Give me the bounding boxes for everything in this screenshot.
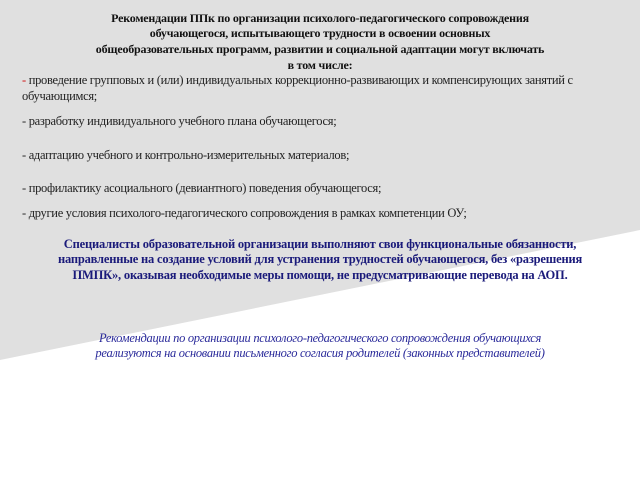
title-line: общеобразовательных программ, развитии и социальной адаптации могут включать	[95, 42, 545, 56]
list-item: - другие условия психолого-педагогического сопровождения в рамках компетенции ОУ;	[22, 206, 467, 220]
paragraph-line: направленные на создание условий для устранения трудностей обучающегося, без «разрешения	[57, 252, 583, 266]
list-item: - профилактику асоциального (девиантного) поведения обучающегося;	[22, 181, 382, 195]
list-item-text: проведение групповых и (или) индивидуальных коррекционно-развивающих и компенсирующих занятий с	[25, 73, 573, 87]
list-item-continuation: обучающимся;	[22, 89, 97, 103]
title-line: обучающегося, испытывающего трудности в освоении основных	[149, 26, 491, 40]
title-line: Рекомендации ППк по организации психолого-педагогического сопровождения	[111, 11, 529, 25]
title-line: в том числе:	[287, 58, 353, 72]
red-dash: -	[22, 73, 26, 87]
paragraph-line: Специалисты образовательной организации выполняют свои функциональные обязанности,	[63, 237, 577, 251]
note-line: реализуются на основании письменного согласия родителей (законных представителей)	[95, 346, 545, 360]
list-item	[22, 73, 632, 88]
note-line: Рекомендации по организации психолого-педагогического сопровождения обучающихся	[98, 331, 542, 345]
list-item: - адаптацию учебного и контрольно-измерительных материалов;	[22, 148, 350, 162]
paragraph-line: ПМПК», оказывая необходимые меры помощи, не предусматривающие перевода на АОП.	[72, 268, 568, 282]
list-item: - разработку индивидуального учебного плана обучающегося;	[22, 114, 337, 128]
